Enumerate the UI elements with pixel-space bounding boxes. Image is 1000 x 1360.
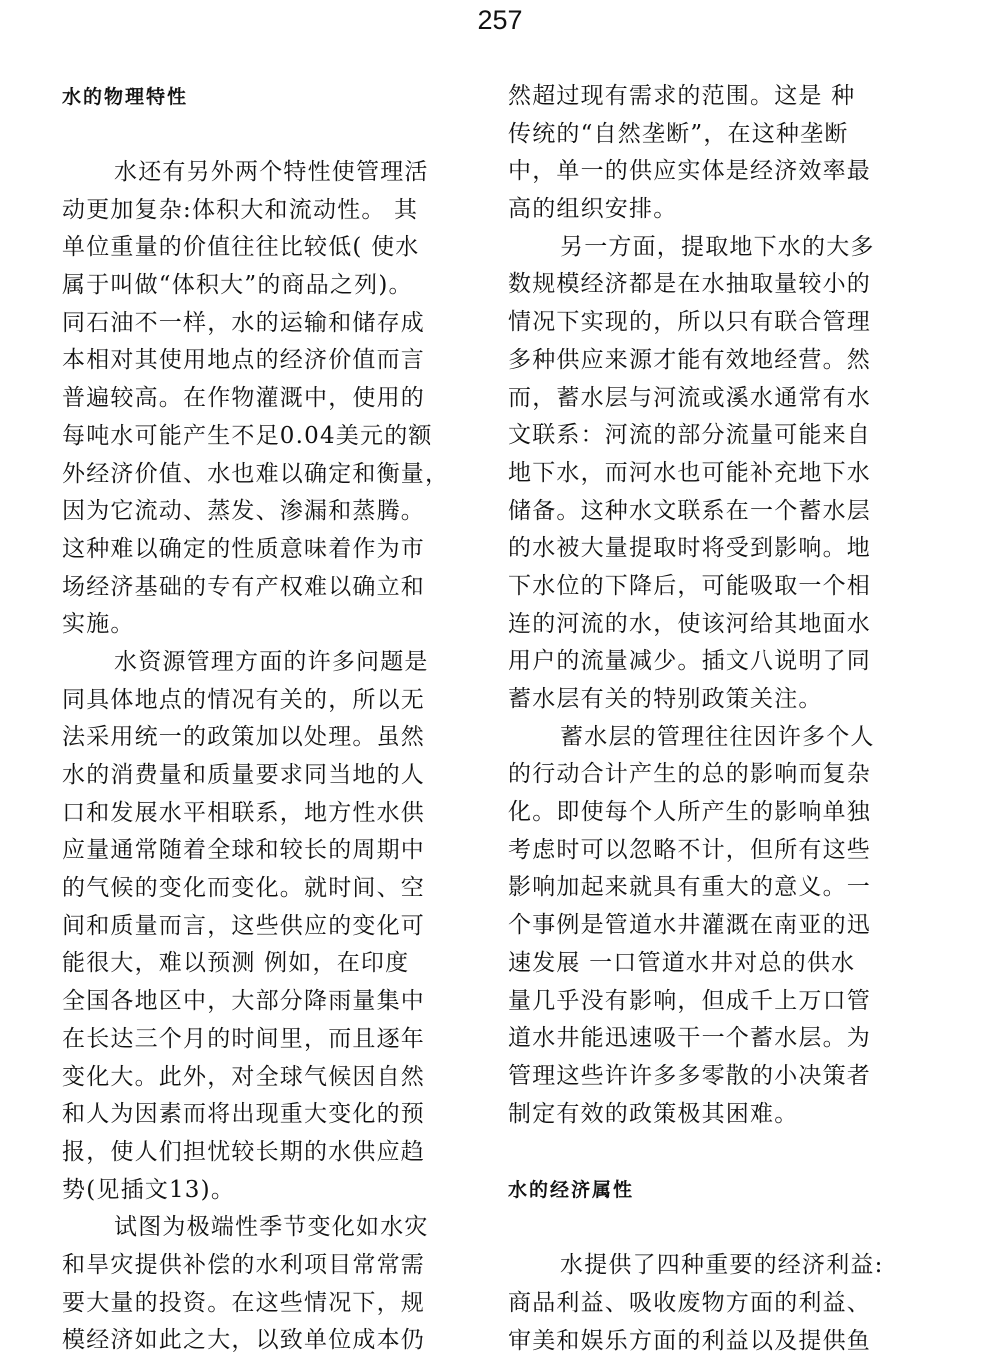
text-line: 和人为因素而将出现重大变化的预 xyxy=(62,1101,425,1128)
text-line: 情况下实现的，所以只有联合管理 xyxy=(508,309,871,336)
text-line: 水还有另外两个特性使管理活 xyxy=(114,159,429,185)
text-line: 审美和娱乐方面的利益以及提供鱼 xyxy=(508,1327,871,1354)
paragraph-physical-2 xyxy=(62,644,454,1209)
text-line: 考虑时可以忽略不计，但所有这些 xyxy=(508,836,871,863)
text-line: 水的消费量和质量要求同当地的人 xyxy=(62,762,425,788)
paragraph-groundwater xyxy=(508,229,900,719)
section-heading-physical-properties: 水的物理特性 xyxy=(62,86,189,108)
text-line: 要大量的投资。在这些情况下，规 xyxy=(62,1289,425,1316)
text-line: 势(见插文13)。 xyxy=(62,1176,236,1203)
text-line: 传统的“自然垄断”，在这种垄断 xyxy=(508,120,849,147)
text-line: 每吨水可能产生不足0.04美元的额 xyxy=(62,422,433,449)
right-column xyxy=(508,78,900,1360)
paragraph-physical-3 xyxy=(62,1209,454,1360)
text-line: 的水被大量提取时将受到影响。地 xyxy=(508,535,871,562)
text-line: 能很大，难以预测 例如，在印度 xyxy=(62,950,410,977)
text-line: 量几乎没有影响，但成千上万口管 xyxy=(508,987,871,1014)
text-line: 多种供应来源才能有效地经营。然 xyxy=(508,346,871,373)
text-line: 变化大。此外，对全球气候因自然 xyxy=(62,1063,425,1090)
text-line: 应量通常随着全球和较长的周期中 xyxy=(62,837,425,864)
text-line: 的气候的变化而变化。就时间、空 xyxy=(62,875,425,902)
text-line: 个事例是管道水井灌溉在南亚的迅 xyxy=(508,912,871,939)
text-line: 地下水，而河水也可能补充地下水 xyxy=(508,459,871,486)
left-column xyxy=(62,78,454,1360)
text-line: 普遍较高。在作物灌溉中，使用的 xyxy=(62,385,425,412)
text-line: 管理这些许许多多零散的小决策者 xyxy=(508,1062,871,1089)
text-line: 本相对其使用地点的经济价值而言 xyxy=(62,347,425,374)
text-line: 口和发展水平相联系，地方性水供 xyxy=(62,799,425,826)
text-line: 影响加起来就具有重大的意义。一 xyxy=(508,874,871,901)
text-line: 商品利益、吸收废物方面的利益、 xyxy=(508,1289,871,1316)
text-line: 单位重量的价值往往比较低( 使水 xyxy=(62,234,420,261)
paragraph-aquifer-management xyxy=(508,719,900,1134)
text-line: 间和质量而言，这些供应的变化可 xyxy=(62,912,425,939)
text-line: 用户的流量减少。插文八说明了同 xyxy=(508,648,871,675)
text-line: 然超过现有需求的范围。这是 种 xyxy=(508,83,856,109)
text-line: 这种难以确定的性质意味着作为市 xyxy=(62,535,425,562)
text-line: 高的组织安排。 xyxy=(508,196,678,223)
text-line: 水资源管理方面的许多问题是 xyxy=(114,648,429,675)
text-line: 化。即使每个人所产生的影响单独 xyxy=(508,799,871,826)
text-line: 模经济如此之大，以致单位成本仍 xyxy=(62,1327,425,1354)
text-line: 实施。 xyxy=(62,611,135,638)
text-line: 在长达三个月的时间里，而且逐年 xyxy=(62,1025,425,1052)
text-line: 属于叫做“体积大”的商品之列)。 xyxy=(62,272,413,299)
paragraph-continued xyxy=(508,78,900,229)
text-line: 和旱灾提供补偿的水利项目常常需 xyxy=(62,1251,425,1278)
text-line: 报，使人们担忧较长期的水供应趋 xyxy=(62,1138,425,1165)
text-line: 下水位的下降后，可能吸取一个相 xyxy=(508,572,871,599)
text-line: 另一方面，提取地下水的大多 xyxy=(560,233,875,260)
text-line: 全国各地区中，大部分降雨量集中 xyxy=(62,988,425,1015)
paragraph-physical-1 xyxy=(62,154,454,644)
text-line: 蓄水层有关的特别政策关注。 xyxy=(508,686,823,712)
text-line: 储备。这种水文联系在一个蓄水层 xyxy=(508,497,871,524)
text-line: 道水井能迅速吸干一个蓄水层。为 xyxy=(508,1025,871,1052)
text-line: 蓄水层的管理往往因许多个人 xyxy=(560,723,875,750)
text-line: 场经济基础的专有产权难以确立和 xyxy=(62,573,425,600)
text-line: 法采用统一的政策加以处理。虽然 xyxy=(62,724,425,751)
text-line: 同具体地点的情况有关的，所以无 xyxy=(62,686,425,713)
text-line: 连的河流的水，使该河给其地面水 xyxy=(508,610,871,637)
text-line: 因为它流动、蒸发、渗漏和蒸腾。 xyxy=(62,498,425,525)
text-line: 文联系：河流的部分流量可能来自 xyxy=(508,422,871,449)
text-line: 同石油不一样，水的运输和储存成 xyxy=(62,309,425,336)
text-line: 数规模经济都是在水抽取量较小的 xyxy=(508,271,871,298)
paragraph-economic-benefits xyxy=(508,1247,900,1360)
page-number: 257 xyxy=(477,5,523,35)
text-line: 外经济价值、水也难以确定和衡量， xyxy=(62,460,450,487)
text-line: 制定有效的政策极其困难。 xyxy=(508,1100,799,1127)
text-line: 的行动合计产生的总的影响而复杂 xyxy=(508,761,871,788)
text-line: 速发展 一口管道水井对总的供水 xyxy=(508,949,856,976)
text-line: 动更加复杂:体积大和流动性。 其 xyxy=(62,196,419,223)
section-heading-economic-attributes: 水的经济属性 xyxy=(508,1179,635,1202)
text-line: 试图为极端性季节变化如水灾 xyxy=(114,1214,429,1241)
text-line: 水提供了四种重要的经济利益: xyxy=(560,1252,884,1279)
text-line: 中，单一的供应实体是经济效率最 xyxy=(508,158,871,185)
text-line: 而，蓄水层与河流或溪水通常有水 xyxy=(508,384,871,411)
